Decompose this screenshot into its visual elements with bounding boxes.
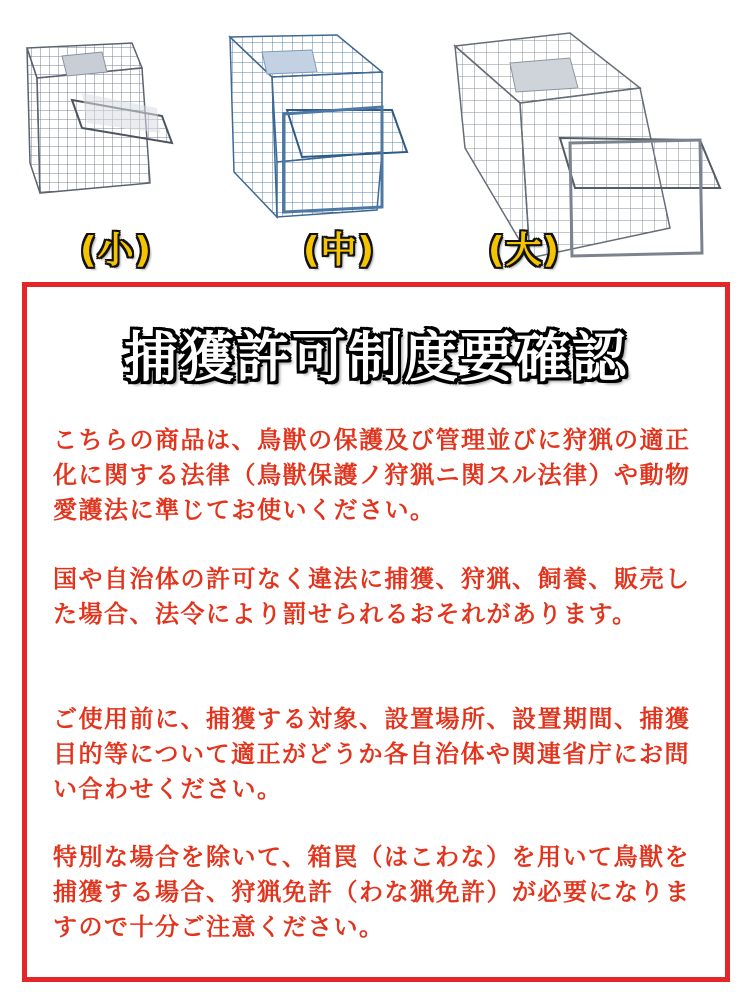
large-size-label: (大) (488, 230, 560, 271)
medium-size-label: (中) (303, 230, 375, 271)
medium-cage-image (222, 32, 412, 232)
notice-paragraph-4: 特別な場合を除いて、箱罠（はこわな）を用いて鳥獣を捕獲する場合、狩猟免許（わな猟免許）が必要になりますので十分ご注意ください。 (53, 843, 691, 941)
notice-paragraph-3: ご使用前に、捕獲する対象、設置場所、設置期間、捕獲目的等について適正がどうか各自治体や関連省庁にお問い合わせください。 (53, 705, 691, 803)
small-size-label: (小) (80, 230, 152, 271)
notice-paragraph-1: こちらの商品は、鳥獣の保護及び管理並びに狩猟の適正化に関する法律（鳥獣保護ノ狩猟ニ関スル法律）や動物愛護法に準じてお使いください。 (53, 426, 691, 524)
small-cage-image (22, 38, 177, 198)
notice-paragraph-2: 国や自治体の許可なく違法に捕獲、狩猟、飼養、販売した場合、法令により罰せられるおそれがあります。 (53, 565, 691, 628)
legal-notice-box (22, 282, 730, 982)
notice-title: 捕獲許可制度要確認 (124, 326, 628, 389)
product-images (0, 0, 750, 280)
